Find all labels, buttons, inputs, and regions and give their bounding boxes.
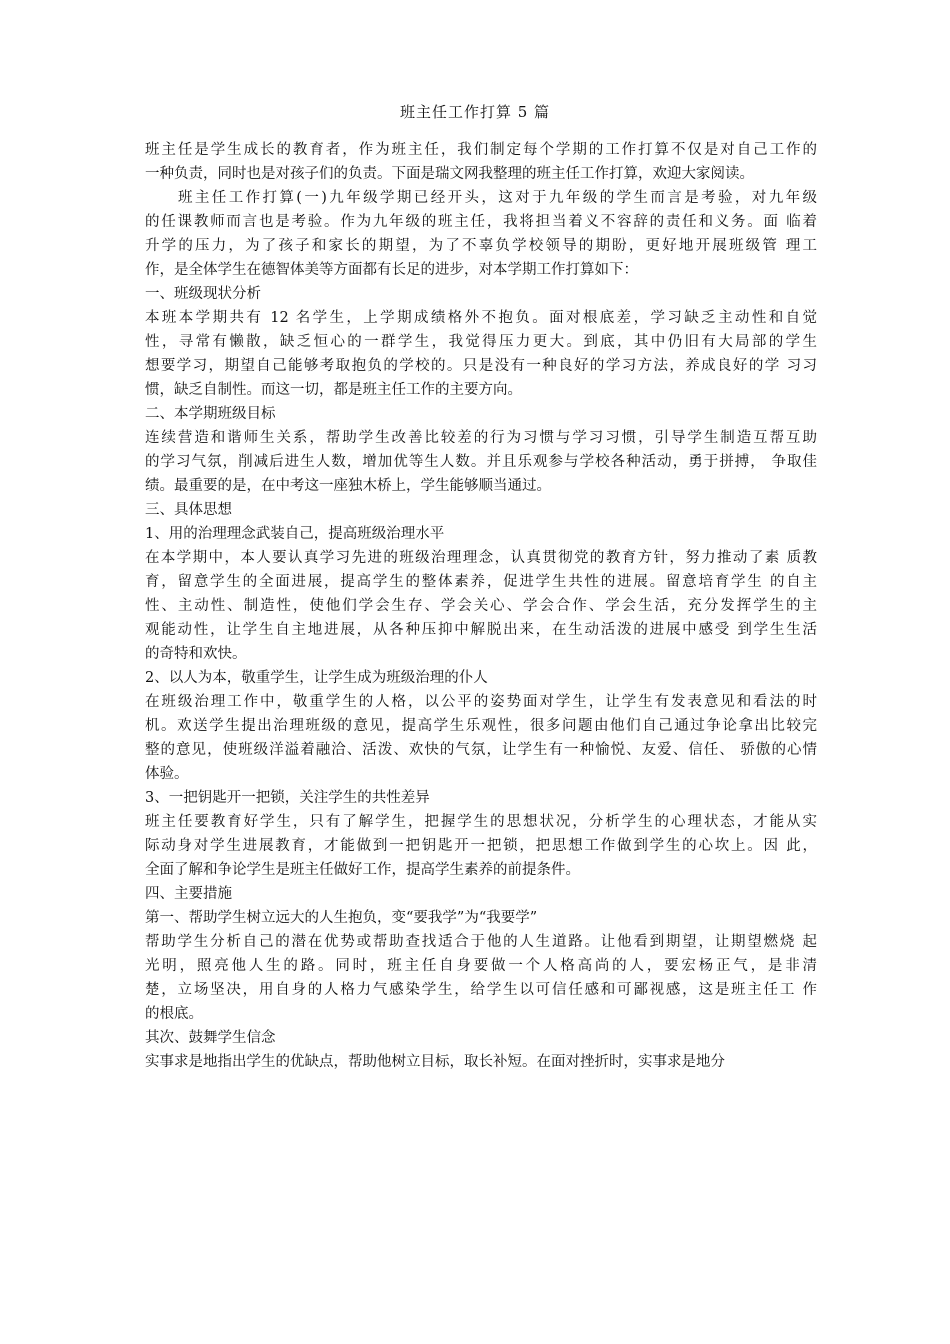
section-heading <box>145 402 817 426</box>
text-line: 的任课教师而言也是考验。作为九年级的班主任，我将担当着义不容辞的责任和义务。面 临着 <box>145 214 817 230</box>
section-heading <box>145 1026 817 1050</box>
text-line: 3、一把钥匙开一把锁，关注学生的共性差异 <box>145 790 430 806</box>
text-line: 帮助学生分析自己的潜在优势或帮助查找适合于他的人生道路。让他看到期望，让期望燃烧 起 <box>145 934 817 950</box>
text-line: 作，是全体学生在德智体美等方面都有长足的进步，对本学期工作打算如下： <box>145 262 638 278</box>
text-line: 在班级治理工作中，敬重学生的人格，以公平的姿势面对学生，让学生有发表意见和看法的时 <box>145 694 817 710</box>
text-line: 连续营造和谐师生关系，帮助学生改善比较差的行为习惯与学习习惯，引导学生制造互帮互助 <box>145 430 817 446</box>
paragraph <box>145 426 817 498</box>
text-line: 第一、帮助学生树立远大的人生抱负，变“要我学”为“我要学” <box>145 910 538 926</box>
text-line: 体验。 <box>145 766 189 782</box>
text-line: 育，留意学生的全面进展，提高学生的整体素养，促进学生共性的进展。留意培育学生 的自主 <box>145 574 817 590</box>
text-line: 班主任是学生成长的教育者，作为班主任，我们制定每个学期的工作打算不仅是对自己工作的 <box>145 142 817 158</box>
text-line: 楚，立场坚决，用自身的人格力气感染学生，给学生以可信任感和可鄙视感，这是班主任工 作 <box>145 982 817 998</box>
paragraph <box>145 810 817 882</box>
text-line: 一种负责，同时也是对孩子们的负责。下面是瑞文网我整理的班主任工作打算，欢迎大家阅读。 <box>145 166 754 182</box>
section-heading <box>145 906 817 930</box>
text-line: 班主任工作打算(一)九年级学期已经开头，这对于九年级的学生而言是考验，对九年级 <box>178 190 817 206</box>
section-heading <box>145 786 817 810</box>
text-line: 整的意见，使班级洋溢着融洽、活泼、欢快的气氛，让学生有一种愉悦、友爱、信任、 骄傲的心情 <box>145 742 817 758</box>
text-line: 班主任要教育好学生，只有了解学生，把握学生的思想状况，分析学生的心理状态，才能从实 <box>145 814 817 830</box>
text-line: 性，寻常有懒散，缺乏恒心的一群学生，我觉得压力更大。到底，其中仍旧有大局部的学生 <box>145 334 817 350</box>
paragraph <box>145 306 817 402</box>
section-heading <box>145 522 817 546</box>
text-line: 实事求是地指出学生的优缺点，帮助他树立目标，取长补短。在面对挫折时，实事求是地分 <box>145 1054 725 1070</box>
text-line: 光明，照亮他人生的路。同时，班主任自身要做一个人格高尚的人，要宏杨正气，是非清 <box>145 958 817 974</box>
text-line: 二、本学期班级目标 <box>145 406 276 422</box>
section-heading <box>145 282 817 306</box>
paragraph <box>145 186 817 282</box>
text-line: 绩。最重要的是，在中考这一座独木桥上，学生能够顺当通过。 <box>145 478 551 494</box>
section-heading <box>145 666 817 690</box>
section-heading <box>145 882 817 906</box>
text-line: 四、主要措施 <box>145 886 232 902</box>
text-line: 观能动性，让学生自主地进展，从各种压抑中解脱出来，在生动活泼的进展中感受 到学生生活 <box>145 622 817 638</box>
text-line: 的根底。 <box>145 1006 203 1022</box>
text-line: 升学的压力，为了孩子和家长的期望，为了不辜负学校领导的期盼，更好地开展班级管 理工 <box>145 238 817 254</box>
text-line: 全面了解和争论学生是班主任做好工作，提高学生素养的前提条件。 <box>145 862 580 878</box>
paragraph <box>145 930 817 1026</box>
document-title: 班主任工作打算 5 篇 <box>399 103 551 121</box>
text-line: 机。欢送学生提出治理班级的意见，提高学生乐观性，很多问题由他们自己通过争论拿出比较完 <box>145 718 817 734</box>
text-line: 的学习气氛，削减后进生人数，增加优等生人数。并且乐观参与学校各种活动，勇于拼搏， 争取佳 <box>145 454 817 470</box>
text-line: 性、主动性、制造性，使他们学会生存、学会关心、学会合作、学会生活，充分发挥学生的主 <box>145 598 817 614</box>
text-line: 际动身对学生进展教育，才能做到一把钥匙开一把锁，把思想工作做到学生的心坎上。因 此， <box>145 838 817 854</box>
paragraph <box>145 138 817 186</box>
paragraph <box>145 690 817 786</box>
text-line: 一、班级现状分析 <box>145 286 261 302</box>
text-line: 2、以人为本，敬重学生，让学生成为班级治理的仆人 <box>145 670 488 686</box>
text-line: 本班本学期共有 12 名学生，上学期成绩格外不抱负。面对根底差，学习缺乏主动性和自觉 <box>145 310 817 326</box>
text-line: 三、具体思想 <box>145 502 232 518</box>
text-line: 想要学习，期望自己能够考取抱负的学校的。只是没有一种良好的学习方法，养成良好的学 习习 <box>145 358 817 374</box>
text-line: 1、用的治理理念武装自己，提高班级治理水平 <box>145 526 445 542</box>
paragraph <box>145 1050 817 1074</box>
paragraph <box>145 546 817 666</box>
text-line: 的奇特和欢快。 <box>145 646 247 662</box>
text-line: 在本学期中，本人要认真学习先进的班级治理理念，认真贯彻党的教育方针，努力推动了素 质教 <box>145 550 817 566</box>
document-body <box>145 138 817 1074</box>
section-heading <box>145 498 817 522</box>
text-line: 惯，缺乏自制性。而这一切，都是班主任工作的主要方向。 <box>145 382 522 398</box>
text-line: 其次、鼓舞学生信念 <box>145 1030 276 1046</box>
